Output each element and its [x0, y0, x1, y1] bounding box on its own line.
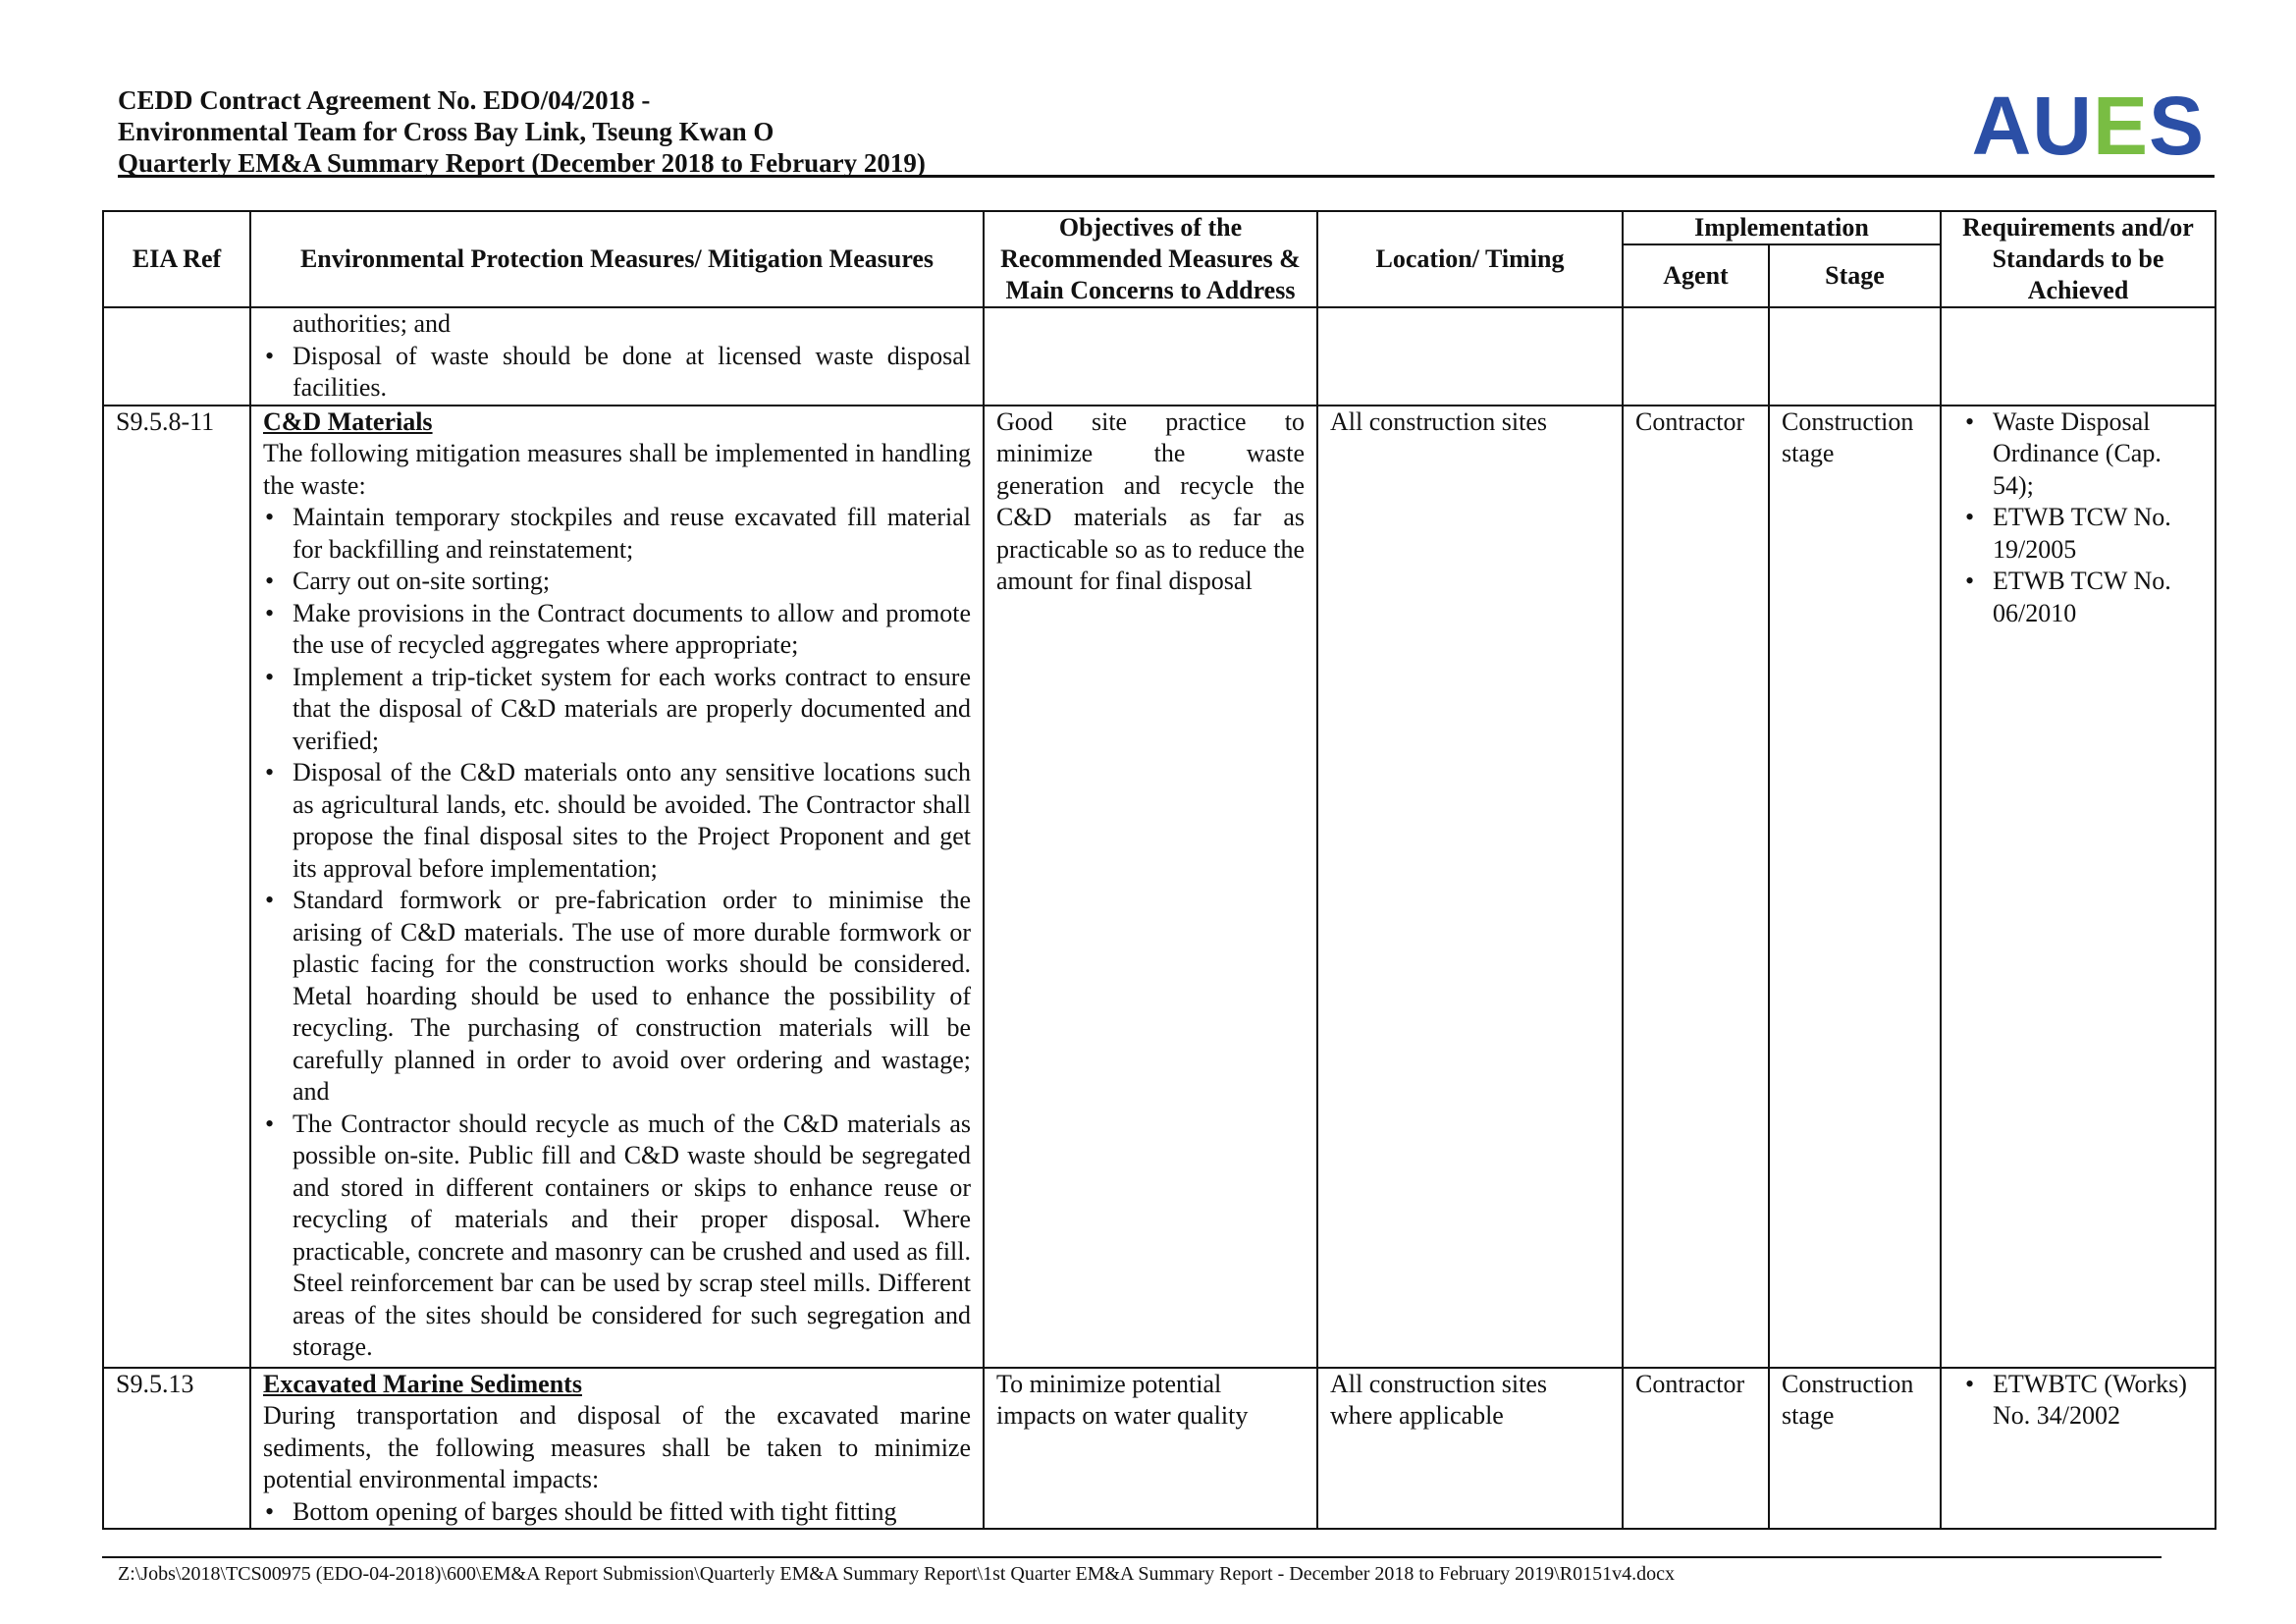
- list-item: • Disposal of waste should be done at licensed waste disposal facilities.: [293, 341, 971, 405]
- list-item: • Carry out on-site sorting;: [293, 566, 971, 598]
- stage-cell: Construction stage: [1769, 1368, 1941, 1530]
- header-agent: Agent: [1623, 244, 1769, 307]
- team-title: Environmental Team for Cross Bay Link, Tseung Kwan O: [118, 117, 774, 146]
- contract-title: CEDD Contract Agreement No. EDO/04/2018 -: [118, 85, 651, 115]
- list-item: • Bottom opening of barges should be fitted with tight fitting: [293, 1496, 971, 1529]
- requirements-list: [1953, 406, 2203, 630]
- header-objectives: Objectives of the Recommended Measures & Main Concerns to Address: [984, 211, 1317, 307]
- objective-cell: Good site practice to minimize the waste generation and recycle the C&D materials as far as practicable so as to reduce the amount for final disposal: [984, 406, 1317, 1368]
- measures-cell: [250, 307, 984, 406]
- header-location: Location/ Timing: [1317, 211, 1623, 307]
- agent-cell: Contractor: [1623, 1368, 1769, 1530]
- footer-divider: [102, 1556, 2162, 1558]
- mitigation-measures-table: [102, 210, 2216, 1530]
- aues-logo: AUES: [1971, 80, 2205, 172]
- table-row: [103, 1368, 2216, 1530]
- page-header: [118, 80, 2215, 178]
- list-item: • ETWBTC (Works) No. 34/2002: [1993, 1369, 2203, 1433]
- continuation-text: authorities; and: [293, 309, 452, 338]
- list-item: • Standard formwork or pre-fabrication order to minimise the arising of C&D materials. The use of more durable formwork or plastic facing for the construction works should be considered. Metal hoarding should be used to enhance the possibility of recycling. The purchasing of construction materials will be carefully planned in order to avoid over ordering and wastage; and: [293, 885, 971, 1109]
- location-cell: All construction sites where applicable: [1317, 1368, 1623, 1530]
- table-row: [103, 307, 2216, 406]
- agent-cell: Contractor: [1623, 406, 1769, 1368]
- header-measures: Environmental Protection Measures/ Mitigation Measures: [250, 211, 984, 307]
- measures-cell: [250, 1368, 984, 1530]
- location-cell: All construction sites: [1317, 406, 1623, 1368]
- report-title: Quarterly EM&A Summary Report (December 2018 to February 2019): [118, 148, 926, 178]
- header-implementation: Implementation: [1623, 211, 1941, 244]
- eia-ref-cell: S9.5.8-11: [103, 406, 250, 1368]
- eia-ref-cell: S9.5.13: [103, 1368, 250, 1530]
- header-requirements: Requirements and/or Standards to be Achieved: [1941, 211, 2216, 307]
- list-item: • Maintain temporary stockpiles and reuse excavated fill material for backfilling and reinstatement;: [293, 502, 971, 566]
- objective-cell: To minimize potential impacts on water quality: [984, 1368, 1317, 1530]
- requirements-cell: [1941, 1368, 2216, 1530]
- measures-list: [263, 502, 971, 1364]
- section-intro: During transportation and disposal of the excavated marine sediments, the following measures shall be taken to minimize potential environmental impacts:: [263, 1401, 971, 1493]
- list-item: • Disposal of the C&D materials onto any sensitive locations such as agricultural lands, etc. should be avoided. The Contractor shall propose the final disposal sites to the Project Proponent and get its approval before implementation;: [293, 757, 971, 885]
- list-item: • Make provisions in the Contract documents to allow and promote the use of recycled aggregates where appropriate;: [293, 598, 971, 662]
- list-item: • ETWB TCW No. 06/2010: [1993, 566, 2203, 629]
- list-item: • Waste Disposal Ordinance (Cap. 54);: [1993, 406, 2203, 503]
- list-item: • ETWB TCW No. 19/2005: [1993, 502, 2203, 566]
- table-row: [103, 406, 2216, 1368]
- list-item: • The Contractor should recycle as much of the C&D materials as possible on-site. Public fill and C&D waste should be segregated and stored in different containers or skips to enhance reuse or recycling of materials and their proper disposal. Where practicable, concrete and masonry can be crushed and used as fill. Steel reinforcement bar can be used by scrap steel mills. Different areas of the sites should be considered for such segregation and storage.: [293, 1109, 971, 1364]
- file-path-footer: Z:\Jobs\2018\TCS00975 (EDO-04-2018)\600\EM&A Report Submission\Quarterly EM&A Summary Report\1st Quarter EM&A Summary Report - December 2018 to February 2019\R0151v4.docx: [118, 1563, 1675, 1585]
- section-intro: The following mitigation measures shall be implemented in handling the waste:: [263, 439, 971, 500]
- measures-cell: [250, 406, 984, 1368]
- section-title: Excavated Marine Sediments: [263, 1369, 582, 1398]
- list-item: • Implement a trip-ticket system for each works contract to ensure that the disposal of C&D materials are properly documented and verified;: [293, 662, 971, 758]
- header-eia-ref: EIA Ref: [103, 211, 250, 307]
- header-stage: Stage: [1769, 244, 1941, 307]
- stage-cell: Construction stage: [1769, 406, 1941, 1368]
- requirements-cell: [1941, 406, 2216, 1368]
- section-title: C&D Materials: [263, 406, 433, 436]
- report-title-block: [118, 84, 926, 179]
